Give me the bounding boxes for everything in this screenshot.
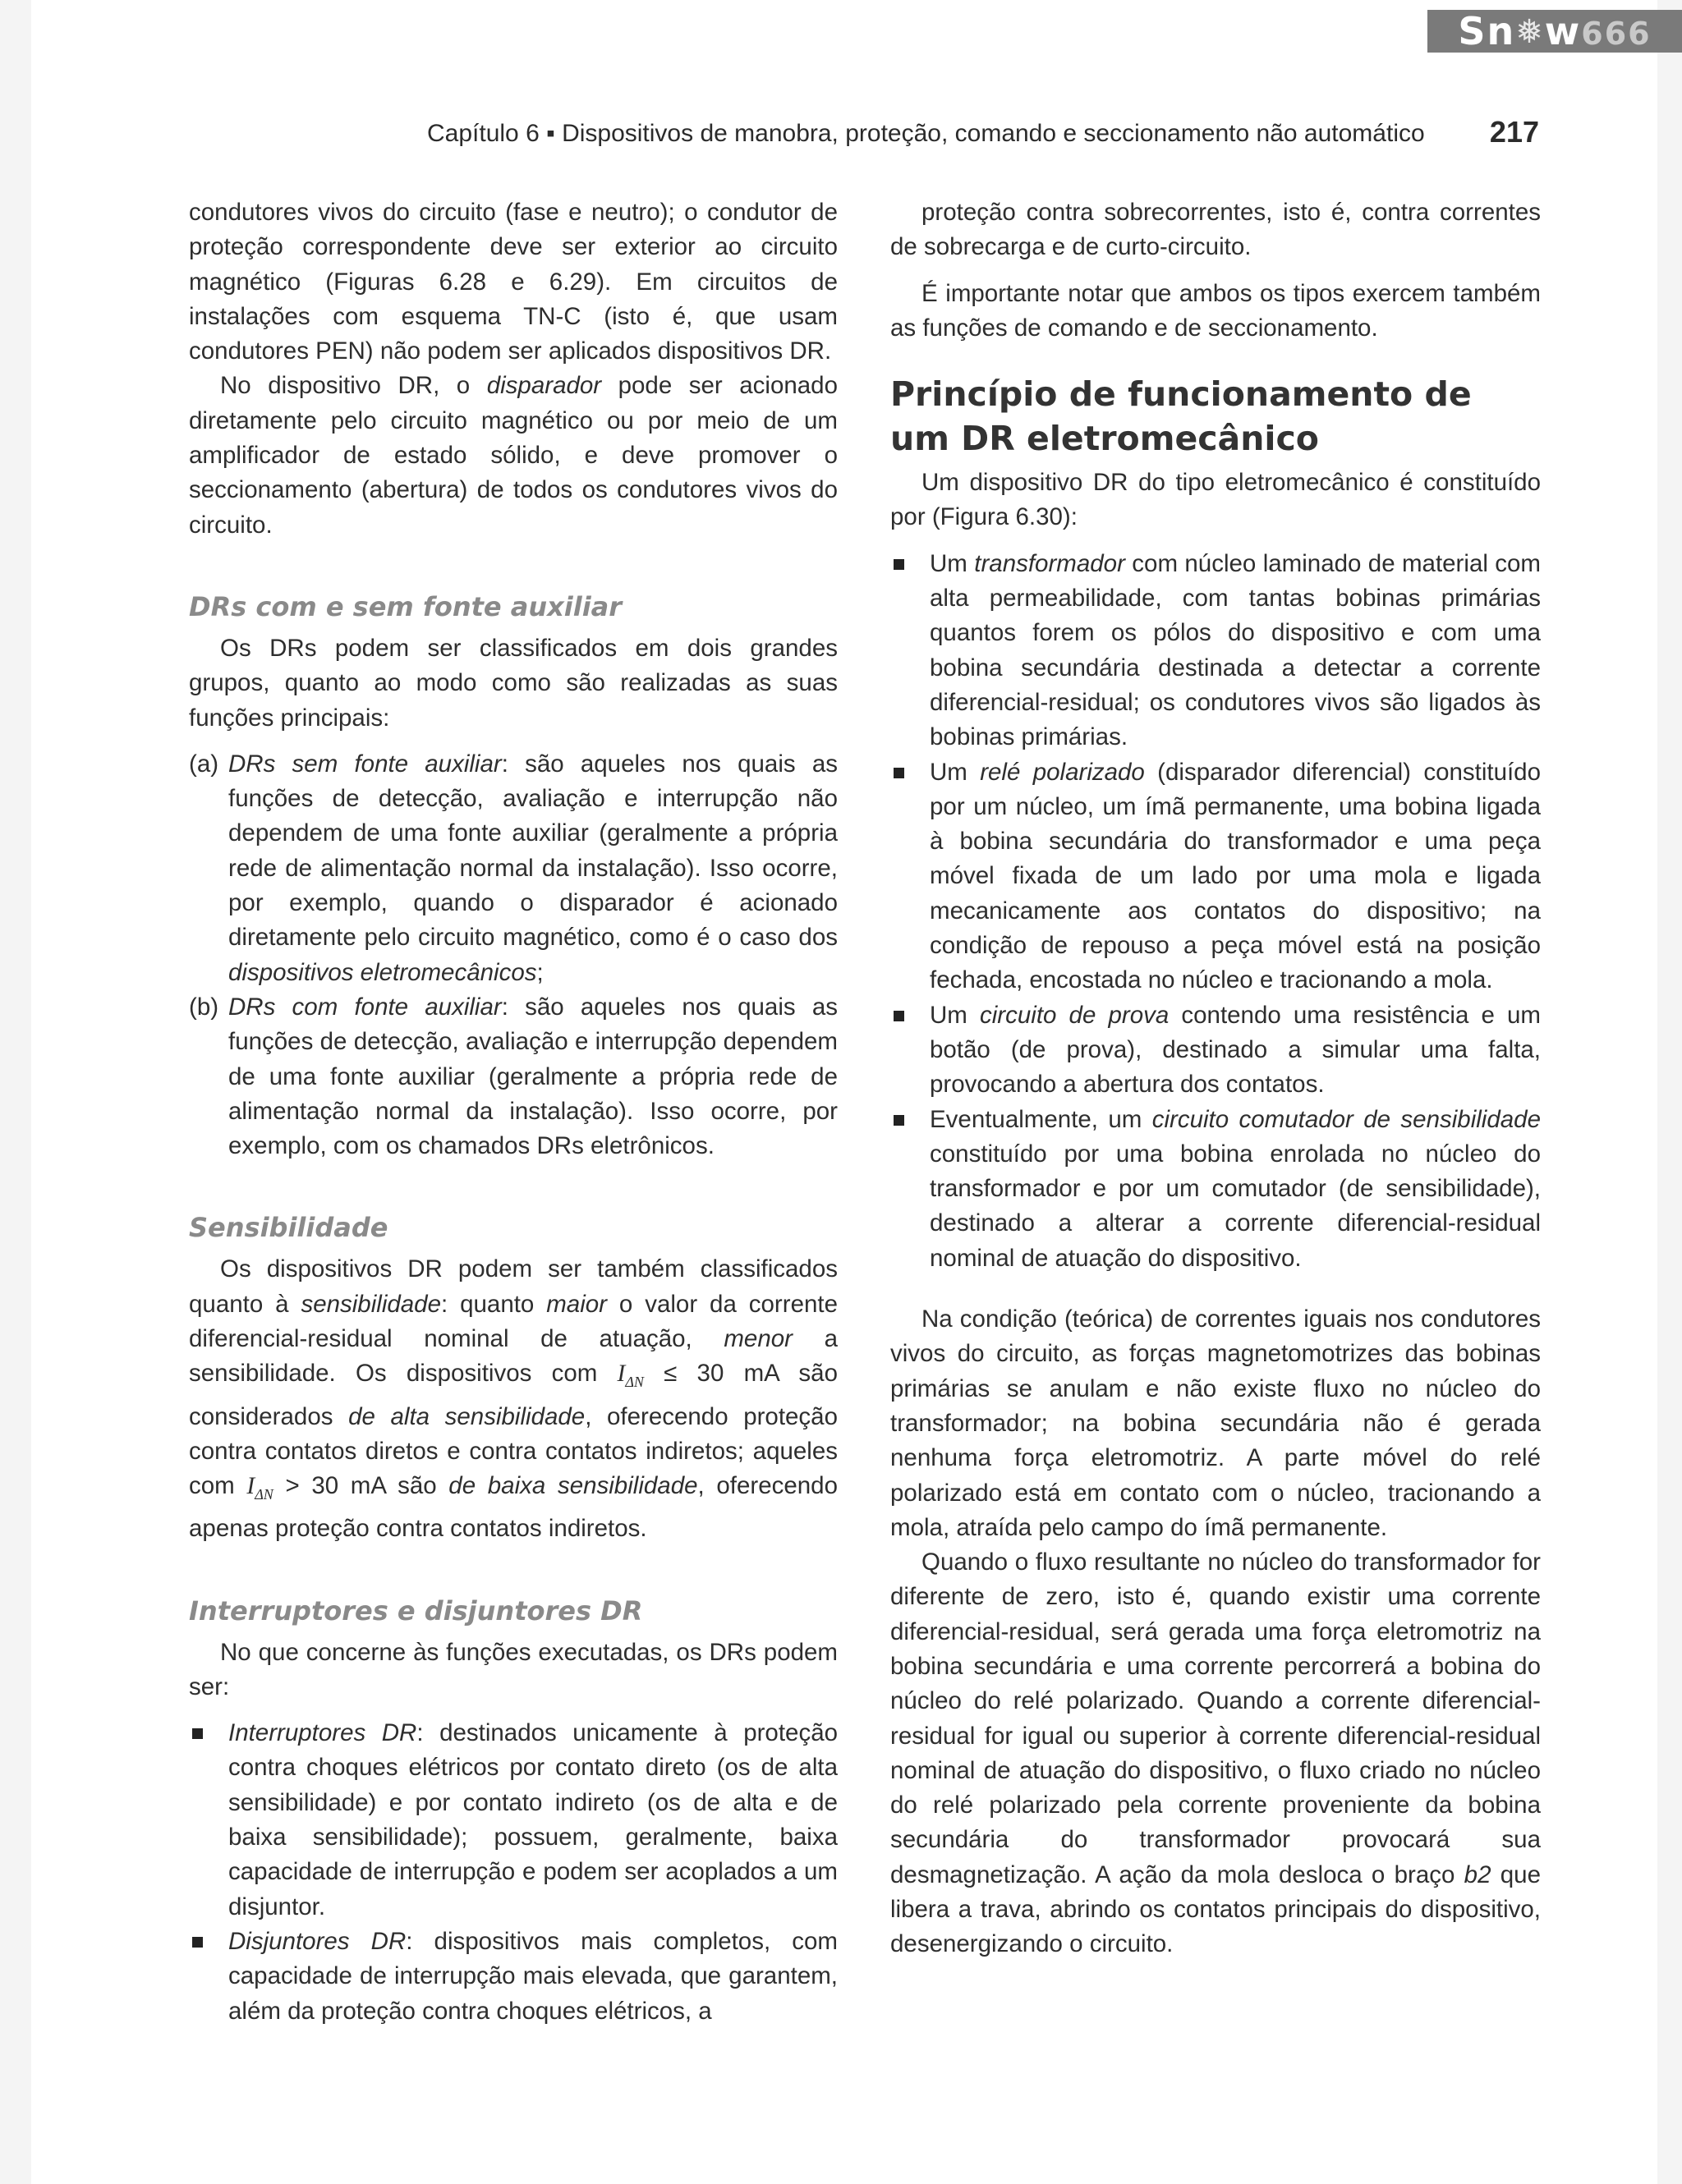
spacer [189, 543, 838, 589]
text-run: Quando o fluxo resultante no núcleo do transformador for diferente de zero, isto é, quando existir uma corrente diferencial-residual, será gerada uma força eletromotriz na bobina secundária e uma corrente percorrerá a bobina do núcleo do relé polarizado. Quando a corrente diferencial-residual for igual ou superior à corrente diferencial-residual nominal de atuação do dispositivo, o fluxo criado no núcleo do relé polarizado pela corrente proveniente da bobina secundária do transformador provocará sua desmagnetização. A ação da mola desloca o braço [890, 1549, 1541, 1888]
term: DRs sem fonte auxiliar [228, 750, 502, 778]
term: relé polarizado [980, 758, 1145, 786]
bullet-square-icon [192, 1728, 203, 1739]
symbol-subscript: ΔN [255, 1485, 273, 1503]
symbol-subscript: ΔN [625, 1374, 644, 1391]
text-run: > 30 mA são [273, 1472, 449, 1500]
text-run: : são aqueles nos quais as funções de detecção, avaliação e interrupção não dependem de uma fonte auxiliar (geralmente a própria rede de alimentação normal da instalação). Isso ocorre, por exemplo, quando o disparador é acionado diretamente pelo circuito magnético, como é o caso dos [228, 750, 838, 952]
text-run: que libera a trava, abrindo os contatos principais do dispositivo, desenergizando o circuito. [890, 1861, 1541, 1958]
term: Interruptores DR [228, 1719, 417, 1747]
text-run: Um [930, 758, 981, 786]
text-run: : quanto [441, 1290, 547, 1318]
text-run: : são aqueles nos quais as funções de detecção, avaliação e interrupção dependem de uma fonte auxiliar (geralmente a própria rede de alimentação normal da instalação). Isso ocorre, por exemplo, com os chamados DRs eletrônicos. [228, 993, 838, 1160]
text-run: Os dispositivos DR podem ser também classificados quanto à [189, 1255, 838, 1318]
symbol-letter: I [246, 1473, 255, 1500]
paragraph [189, 369, 838, 542]
text-run: : destinados unicamente à proteção contra choques elétricos por contato direto (os de alta sensibilidade) e por contato indireto (os de alta e de baixa sensibilidade); possuem, geralmente, baixa capacidade de interrupção e podem ser acoplados a um disjuntor. [228, 1719, 839, 1920]
text-run: , oferecendo apenas proteção contra contatos indiretos. [189, 1472, 838, 1543]
term: DRs com fonte auxiliar [228, 993, 502, 1021]
watermark-prefix: Sn [1458, 9, 1516, 53]
text-run: , oferecendo proteção contra contatos diretos e contra contatos indiretos; aqueles com [189, 1402, 838, 1500]
text-run: disparador [486, 372, 602, 400]
list-item [890, 1103, 1541, 1276]
list-item [189, 1925, 838, 2029]
spacer [890, 535, 1541, 547]
spacer [890, 265, 1541, 277]
symbol [246, 1473, 273, 1503]
term: circuito de prova [980, 1001, 1170, 1029]
spacer [189, 736, 838, 747]
paragraph: condutores vivos do circuito (fase e neutro); o condutor de proteção correspondente deve ser exterior ao circuito magnético (Figuras 6.28 e 6.29). Em circuitos de instalações com esquema TN-C (isto é, que usam condutores PEN) não podem ser aplicados dispositivos DR. [189, 199, 838, 365]
text-run: a sensibilidade. Os dispositivos com [189, 1325, 838, 1388]
list-item [890, 547, 1541, 755]
list-marker: (a) [189, 750, 219, 778]
text-run: maior [546, 1290, 607, 1318]
list-item [189, 990, 838, 1163]
paragraph: Na condição (teórica) de correntes iguais nos condutores vivos do circuito, as forças magnetomotrizes das bobinas primárias se anulam e não existe fluxo no núcleo do transformador; na bobina secundária não é gerada nenhuma força eletromotriz. A parte móvel do relé polarizado está em contato com o núcleo, tracionando a mola, atraída pelo campo do ímã permanente. [890, 1305, 1541, 1541]
list-item [189, 1716, 838, 1925]
spacer [189, 1163, 838, 1209]
text-run: com núcleo laminado de material com alta permeabilidade, com tantas bobinas primárias quantos forem os pólos do dispositivo e com uma bobina secundária destinada a detectar a corrente diferencial-residual; os condutores vivos são ligados às bobinas primárias. [930, 549, 1542, 751]
text-run: constituído por uma bobina enrolada no núcleo do transformador e por um comutador (de sensibilidade), destinado a alterar a corrente diferencial-residual nominal de atuação do dispositivo. [930, 1140, 1541, 1272]
text-run: Um [930, 549, 975, 577]
text-run: (disparador diferencial) constituído por um núcleo, um ímã permanente, uma bobina ligada à bobina secundária do transformador e uma peça móvel fixada de um lado por uma mola e ligada mecanicamente aos contatos do dispositivo; na condição de repouso a peça móvel está na posição fechada, encostada no núcleo e tracionando a mola. [930, 758, 1541, 994]
spacer [189, 1705, 838, 1716]
paragraph: Os DRs podem ser classificados em dois grandes grupos, quanto ao modo como são realizadas as suas funções principais: [189, 634, 838, 732]
spacer [189, 1547, 838, 1593]
running-header [427, 115, 1659, 158]
symbol-letter: I [617, 1360, 626, 1388]
list-item [890, 998, 1541, 1103]
text-run: contendo uma resistência e um botão (de prova), destinado a simular uma falta, provocando a abertura dos contatos. [930, 1001, 1541, 1099]
chapter-title: Capítulo 6 ▪ Dispositivos de manobra, proteção, comando e seccionamento não automático [427, 120, 1425, 147]
text-run: o valor da corrente diferencial-residual nominal de atuação, [189, 1290, 838, 1353]
bullet-square-icon [894, 1011, 904, 1021]
bullet-square-icon [894, 559, 904, 570]
paragraph: Um dispositivo DR do tipo eletromecânico é constituído por (Figura 6.30): [890, 469, 1541, 531]
snowflake-icon: ❅ [1515, 13, 1545, 51]
text-run: No dispositivo DR, o [220, 372, 487, 400]
symbol [617, 1360, 644, 1391]
watermark-logo [1427, 10, 1682, 53]
term: circuito comutador de sensibilidade [1151, 1105, 1541, 1133]
subsection-heading: Sensibilidade [189, 1212, 388, 1244]
text-run: Eventualmente, um [930, 1105, 1152, 1133]
text-run: sensibilidade [301, 1290, 441, 1318]
spacer [890, 1276, 1541, 1302]
section-heading: Princípio de funcionamento de um DR eletromecânico [890, 374, 1472, 459]
text-run: menor [724, 1325, 793, 1353]
watermark-suffix: w [1544, 9, 1582, 53]
watermark-number: 666 [1581, 16, 1652, 52]
text-run: ≤ 30 mA são considerados [189, 1360, 838, 1430]
text-run: Um [930, 1001, 980, 1029]
page-number: 217 [1489, 115, 1539, 149]
paragraph: No que concerne às funções executadas, os DRs podem ser: [189, 1638, 838, 1700]
paragraph: É importante notar que ambos os tipos exercem também as funções de comando e de seccionamento. [890, 279, 1541, 342]
right-column [890, 195, 1541, 1962]
left-column [189, 195, 838, 2029]
list-item [890, 755, 1541, 998]
paragraph: proteção contra sobrecorrentes, isto é, contra correntes de sobrecarga e de curto-circuito. [890, 199, 1541, 261]
term: dispositivos eletromecânicos [228, 958, 537, 986]
bullet-square-icon [192, 1937, 203, 1948]
text-run: ; [536, 958, 544, 986]
term: transformador [974, 549, 1125, 577]
bullet-square-icon [894, 768, 904, 778]
subsection-heading: DRs com e sem fonte auxiliar [189, 590, 623, 622]
text-run: de baixa sensibilidade [448, 1472, 698, 1500]
term: Disjuntores DR [228, 1927, 407, 1955]
list-marker: (b) [189, 993, 219, 1021]
text-run: : dispositivos mais completos, com capacidade de interrupção mais elevada, que garantem, além da proteção contra choques elétricos, a [228, 1927, 838, 2025]
bullet-square-icon [894, 1115, 904, 1126]
term: b2 [1464, 1861, 1491, 1888]
paragraph [189, 1252, 838, 1546]
spacer [890, 346, 1541, 372]
text-run: de alta sensibilidade [348, 1402, 586, 1430]
paragraph [890, 1545, 1541, 1962]
text-run: pode ser acionado diretamente pelo circuito magnético ou por meio de um amplificador de estado sólido, e deve promover o seccionamento (abertura) de todos os condutores vivos do circuito. [189, 372, 838, 539]
list-item [189, 747, 838, 990]
subsection-heading: Interruptores e disjuntores DR [189, 1594, 643, 1627]
